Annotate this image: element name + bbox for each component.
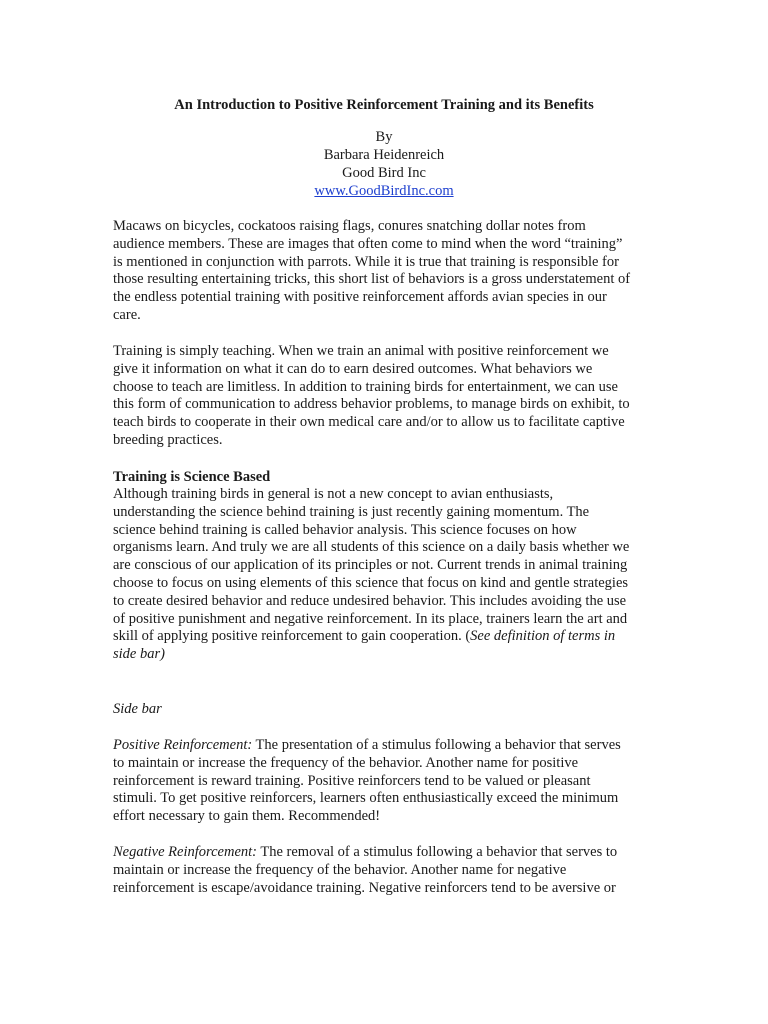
paragraph-line: breeding practices. (113, 431, 223, 448)
line-text: The presentation of a stimulus following a behavior that serves (252, 737, 621, 753)
paragraph-line: care. (113, 306, 141, 323)
science-paragraph (113, 486, 658, 664)
paragraph-line (113, 628, 658, 646)
paragraph-line (113, 737, 658, 755)
byline-by: By (375, 129, 393, 145)
website-link[interactable]: www.GoodBirdInc.com (314, 183, 454, 199)
paragraph-line: teach birds to cooperate in their own medical care and/or to allow us to facilitate captive (113, 414, 625, 431)
paragraph-line: organisms learn. And truly we are all students of this science on a daily basis whether we (113, 539, 630, 556)
negative-reinforcement-definition (113, 844, 658, 897)
paragraph-line: understanding the science behind training is just recently gaining momentum. The (113, 503, 590, 520)
paragraph-line: of positive punishment and negative reinforcement. In its place, trainers learn the art and (113, 610, 628, 627)
paragraph-line: maintain or increase the frequency of the behavior. Another name for negative (113, 861, 567, 878)
line-text: The removal of a stimulus following a behavior that serves to (257, 844, 618, 860)
paragraph-line (113, 844, 658, 862)
paragraph-line: this form of communication to address behavior problems, to manage birds on exhibit, to (113, 396, 630, 413)
section-heading: Training is Science Based (113, 469, 271, 485)
intro-paragraph-2 (113, 343, 658, 450)
paragraph-line: stimuli. To get positive reinforcers, learners often enthusiastically exceed the minimum (113, 790, 619, 807)
paragraph-line: are conscious of our application of its principles or not. Current trends in animal training (113, 557, 628, 574)
paragraph-line: the endless potential training with positive reinforcement affords avian species in our (113, 289, 607, 306)
document-title: An Introduction to Positive Reinforcement Training and its Benefits (174, 97, 594, 113)
paragraph-line: choose to focus on using elements of this science that focus on kind and gentle strategies (113, 574, 629, 591)
paragraph-line: those resulting entertaining tricks, this short list of behaviors is a gross understatement of (113, 271, 631, 288)
paragraph-line: audience members. These are images that often come to mind when the word “training” (113, 235, 623, 252)
sidebar-reference: See definition of terms in (470, 628, 616, 645)
line-text: skill of applying positive reinforcement to gain cooperation. ( (113, 628, 471, 645)
paragraph-line: choose to teach are limitless. In addition to training birds for entertainment, we can use (113, 378, 618, 395)
paragraph-line: give it information on what it can do to earn desired outcomes. What behaviors we (113, 360, 593, 377)
paragraph-line: to create desired behavior and reduce undesired behavior. This includes avoiding the use (113, 592, 627, 609)
definition-term: Positive Reinforcement: (113, 737, 253, 753)
paragraph-line: effort necessary to gain them. Recommended! (113, 808, 381, 825)
byline (0, 128, 768, 200)
paragraph-line: to maintain or increase the frequency of the behavior. Another name for positive (113, 754, 579, 771)
paragraph-line: Macaws on bicycles, cockatoos raising flags, conures snatching dollar notes from (113, 218, 586, 234)
byline-author: Barbara Heidenreich (323, 147, 445, 163)
paragraph-line: science behind training is called behavior analysis. This science focuses on how (113, 521, 577, 538)
side-bar-label: Side bar (113, 701, 162, 717)
paragraph-line: is mentioned in conjunction with parrots. While it is true that training is responsible for (113, 253, 619, 270)
paragraph-line: reinforcement is escape/avoidance training. Negative reinforcers tend to be aversive or (113, 879, 616, 896)
intro-paragraph-1 (113, 218, 658, 325)
paragraph-line: Although training birds in general is not a new concept to avian enthusiasts, (113, 486, 554, 502)
paragraph-line: reinforcement is reward training. Positive reinforcers tend to be valued or pleasant (113, 772, 591, 789)
paragraph-line (113, 646, 658, 664)
definition-term: Negative Reinforcement: (113, 844, 258, 860)
positive-reinforcement-definition (113, 737, 658, 826)
sidebar-reference-end: side bar) (113, 646, 165, 663)
byline-organization: Good Bird Inc (342, 165, 426, 181)
paragraph-line: Training is simply teaching. When we train an animal with positive reinforcement we (113, 343, 609, 359)
